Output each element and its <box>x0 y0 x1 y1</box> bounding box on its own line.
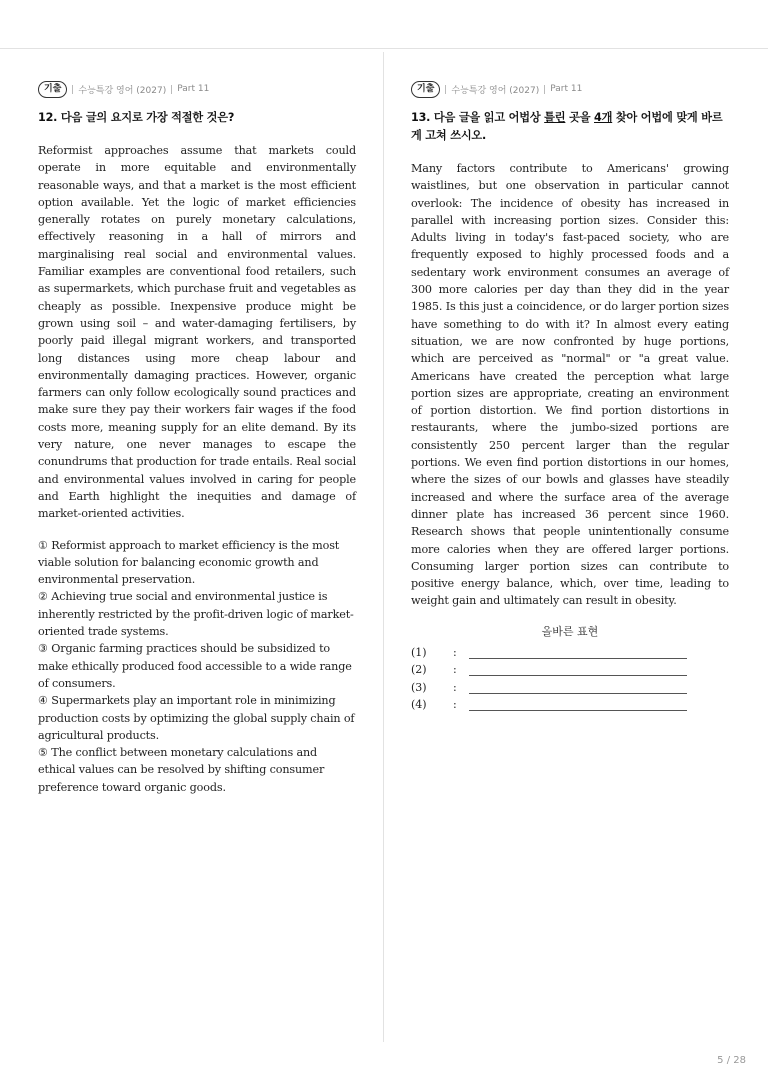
answer-blank[interactable] <box>469 698 687 711</box>
option-5: ⑤ The conflict between monetary calculations and ethical values can be resolved by shifting consumer preference toward organic goods. <box>38 746 325 794</box>
meta-separator <box>72 85 73 94</box>
source-badge: 기출 <box>38 81 67 98</box>
question-meta <box>38 80 356 98</box>
question-13-column <box>411 80 729 711</box>
answer-row <box>411 642 729 659</box>
source-label: 수능특강 영어 (2027) <box>451 85 540 96</box>
source-label: 수능특강 영어 (2027) <box>78 85 167 96</box>
source-badge: 기출 <box>411 81 440 98</box>
part-label: Part 11 <box>550 84 583 94</box>
header-rule <box>0 48 768 49</box>
option-4: ④ Supermarkets play an important role in minimizing production costs by optimizing the global supply chain of agricultural products. <box>38 694 355 742</box>
meta-separator <box>445 85 446 94</box>
question-meta <box>411 80 729 98</box>
answer-section-title: 올바른 표현 <box>541 624 599 638</box>
question-12-column <box>38 80 356 796</box>
answer-colon: : <box>453 697 457 711</box>
answer-number: (4) <box>411 697 427 711</box>
answer-colon: : <box>453 663 457 677</box>
question-title <box>411 109 729 145</box>
answer-colon: : <box>453 646 457 660</box>
answer-blank[interactable] <box>469 646 687 659</box>
answer-options <box>38 537 356 796</box>
column-divider <box>383 52 384 1042</box>
title-text: 13. 다음 글을 읽고 어법상 <box>411 111 545 124</box>
answer-number: (3) <box>411 680 427 694</box>
title-underlined-count: 4개 <box>594 111 613 124</box>
title-text: 찾아 어법에 맞게 바르게 고쳐 쓰시오. <box>411 111 723 142</box>
option-3: ③ Organic farming practices should be subsidized to make ethically produced food accessible to a wide range of consumers. <box>38 642 352 690</box>
answer-blank[interactable] <box>469 681 687 694</box>
title-underlined-word: 틀린 <box>544 111 566 124</box>
answer-row <box>411 659 729 676</box>
page-number: 5 / 28 <box>717 1055 746 1066</box>
option-2: ② Achieving true social and environmental justice is inherently restricted by the profit-driven logic of market-oriented trade systems. <box>38 590 354 639</box>
meta-separator <box>544 85 545 94</box>
answer-colon: : <box>453 680 457 694</box>
answer-row <box>411 676 729 693</box>
part-label: Part 11 <box>177 84 210 94</box>
question-passage: Reformist approaches assume that markets could operate in more equitable and environmentally reasonable ways, and that a market is the most efficient option available. Yet the logic of market efficiencies generally rotates on purely monetary calculations, effectively reasoning in a hall of mirrors and marginalising real social and environmental values. Familiar examples are conventional food retailers, such as supermarkets, which purchase fruit and vegetables as cheaply as possible. Inexpensive produce might be grown using soil – and water-damaging fertilisers, by poorly paid illegal migrant workers, and transported long distances using more cheap labour and environmentally damaging practices. However, organic farmers can only follow ecologically sound practices and make sure they pay their workers fair wages if the food costs more, meaning supply for an elite demand. By its very nature, one never manages to escape the conundrums that production for trade entails. Real social and environmental values involved in caring for people and Earth highlight the inequities and damage of market-oriented activities. <box>38 144 356 521</box>
question-passage: Many factors contribute to Americans' growing waistlines, but one observation in particular cannot overlook: The incidence of obesity has increased in parallel with increasing portion sizes. Consider this: Adults living in today's fast-paced society, who are frequently exposed to highly processed foods and a sedentary work environment consumes an average of 300 more calories per day than they did in the year 1985. Is this just a coincidence, or do larger portion sizes have something to do with it? In almost every eating situation, we are now confronted by huge portions, which are perceived as "normal" or "a great value. Americans have created the perception what large portion sizes are appropriate, creating an environment of portion distortion. We find portion distortions in restaurants, where the jumbo-sized portions are consistently 250 percent larger than the regular portions. We even find portion distortions in our homes, where the sizes of our bowls and glasses have steadily increased and where the surface area of the average dinner plate has increased 36 percent since 1960. Research shows that people unintentionally consume more calories when they are offered larger portions. Consuming larger portion sizes can contribute to positive energy balance, which, over time, leading to weight gain and ultimately can result in obesity. <box>411 162 729 608</box>
answer-row <box>411 694 729 711</box>
title-text: 곳을 <box>565 111 594 124</box>
meta-separator <box>171 85 172 94</box>
answer-blank[interactable] <box>469 663 687 676</box>
question-title: 12. 다음 글의 요지로 가장 적절한 것은? <box>38 111 235 124</box>
answer-number: (1) <box>411 646 427 660</box>
answer-number: (2) <box>411 663 427 677</box>
option-1: ① Reformist approach to market efficiency is the most viable solution for balancing economic growth and environmental preservation. <box>38 538 340 587</box>
